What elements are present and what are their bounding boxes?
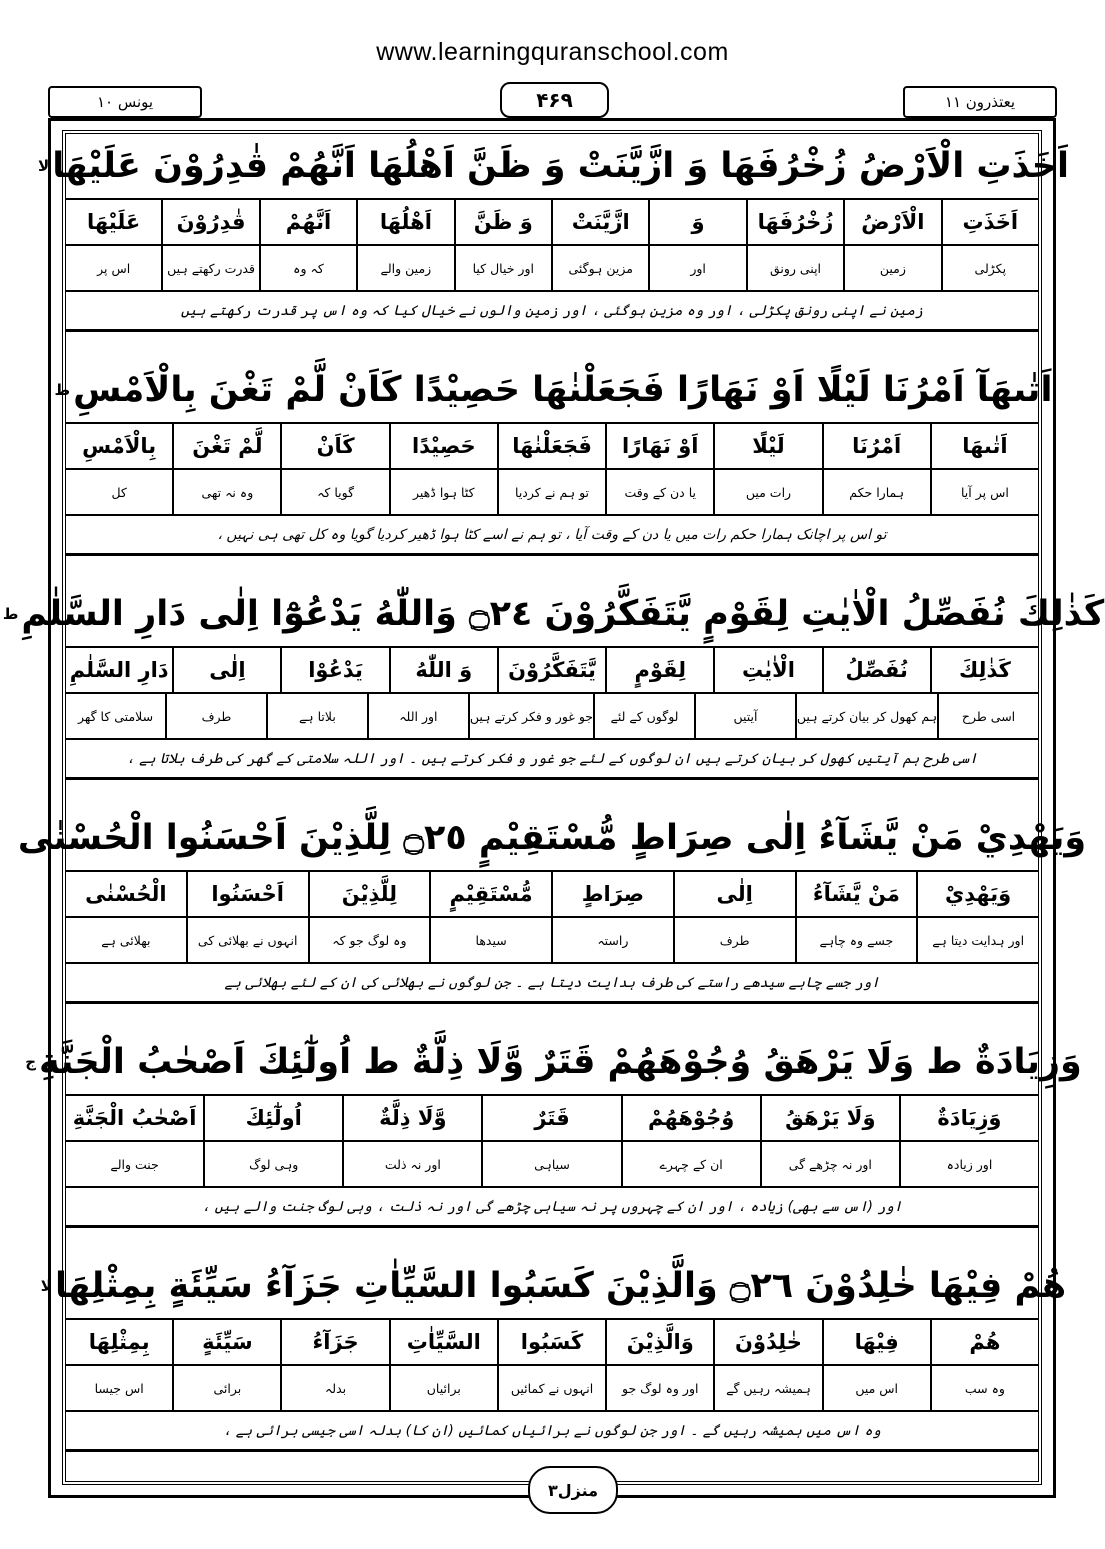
full-translation-line: اور جسے چاہے سیدھے راستے کی طرف ہدایت دیتا ہے ۔ جن لوگوں نے بھلائی کی ان کے لئے بھلائی ہے: [66, 964, 1038, 1004]
translation-cell: وہی لوگ: [203, 1142, 342, 1186]
full-translation-line: اور (اس سے بھی) زیادہ ، اور ان کے چہروں پر نہ سیاہی چڑھے گی اور نہ ذلت ، وہی لوگ جنت والے ہیں ،: [66, 1188, 1038, 1228]
arabic-verse-text: هُمْ فِيْهَا خٰلِدُوْنَ ۝٢٦ وَالَّذِيْنَ كَسَبُوا السَّيِّاٰتِ جَزَآءُ سَيِّئَةٍ بِمِثْلِهَا: [54, 1266, 1067, 1306]
word-cell: لَّمْ تَغْنَ: [172, 424, 280, 468]
translation-cell: کٹا ہوا ڈھیر: [389, 470, 497, 514]
page-content: [2, 134, 1105, 1481]
translation-cell: اس پر: [97, 260, 131, 276]
full-translation-line: اسی طرح ہم آیتیں کھول کر بیان کرتے ہیں ان لوگوں کے لئے جو غور و فکر کرتے ہیں ۔ اور اللہ سلامتی کے گھر کی طرف بلاتا ہے ،: [66, 740, 1038, 780]
translation-cell: جو غور و فکر کرتے ہیں: [468, 694, 593, 738]
word-cell: كَاَنْ: [280, 424, 388, 468]
arabic-verse-text: وَيَهْدِيْ مَنْ يَّشَآءُ اِلٰى صِرَاطٍ مُّسْتَقِيْمٍ ۝٢٥ لِلَّذِيْنَ اَحْسَنُوا الْحُسْنٰى: [17, 818, 1087, 858]
word-cell: يَدْعُوْا: [280, 648, 388, 692]
word-cell: زُخْرُفَهَا: [746, 200, 843, 244]
word-cell: ازَّيَّنَتْ: [551, 200, 648, 244]
full-translation-line: تو اس پر اچانک ہمارا حکم رات میں یا دن کے وقت آیا ، تو ہم نے اسے کٹا ہوا ڈھیر کردیا گویا وہ کل تھی ہی نہیں ،: [66, 516, 1038, 556]
word-cell: الْاٰيٰتِ: [713, 648, 821, 692]
arabic-verse-line: [54, 358, 1053, 424]
word-cell: وُجُوْهَهُمْ: [621, 1096, 760, 1140]
word-cell: صِرَاطٍ: [551, 872, 673, 916]
translation-cell: زمین: [843, 246, 940, 290]
translation-cell: ہمارا حکم: [822, 470, 930, 514]
translation-cell: وہ نہ تھی: [172, 470, 280, 514]
translation-cell: طرف: [673, 918, 795, 962]
full-translation-line: زمین نے اپنی رونق پکڑلی ، اور وہ مزین ہوگئی ، اور زمین والوں نے خیال کیا کہ وہ اس پر قدرت رکھتے ہیں: [66, 292, 1038, 332]
translation-cell: اس میں: [822, 1366, 930, 1410]
translation-cell: بدلہ: [280, 1366, 388, 1410]
word-cell: هُمْ: [930, 1320, 1038, 1364]
word-row: [66, 1320, 1038, 1366]
arabic-verse-text: وَزِيَادَةٌ ط وَلَا يَرْهَقُ وُجُوْهَهُمْ قَتَرٌ وَّلَا ذِلَّةٌ ط اُولٰٓئِكَ اَصْحٰبُ الْجَنَّةِ: [39, 1042, 1082, 1082]
arabic-verse-line: [40, 1254, 1067, 1320]
word-cell: بِالْاَمْسِ: [82, 434, 157, 458]
word-cell: جَزَآءُ: [280, 1320, 388, 1364]
word-translation-row: [66, 246, 1038, 292]
verse-section: [40, 1254, 1067, 1452]
translation-cell: سیدھا: [429, 918, 551, 962]
translation-cell: راستہ: [551, 918, 673, 962]
arabic-verse-line: [38, 134, 1069, 200]
translation-cell: اور خیال کیا: [454, 246, 551, 290]
translation-cell: آیتیں: [694, 694, 795, 738]
word-row: [66, 872, 1038, 918]
word-row: [66, 648, 1038, 694]
translation-cell: سلامتی کا گھر: [77, 708, 154, 724]
translation-cell: جسے وہ چاہے: [795, 918, 917, 962]
word-cell: اَمْرُنَا: [822, 424, 930, 468]
word-cell: لِلَّذِيْنَ: [308, 872, 430, 916]
site-url: www.learningquranschool.com: [376, 38, 729, 66]
verse-section: [38, 134, 1069, 332]
arabic-verse-text: كَذٰلِكَ نُفَصِّلُ الْاٰيٰتِ لِقَوْمٍ يَّتَفَكَّرُوْنَ ۝٢٤ وَاللّٰهُ يَدْعُوْٓا اِلٰى دَارِ السَّلٰمِ: [21, 594, 1105, 634]
word-row: [66, 1096, 1038, 1142]
surah-name-box: یونس ۱۰: [48, 86, 202, 118]
word-cell: وَزِيَادَةٌ: [899, 1096, 1038, 1140]
verse-section: [2, 582, 1105, 780]
word-cell: اَهْلُهَا: [356, 200, 453, 244]
juz-name-box: یعتذرون ۱۱: [903, 86, 1057, 118]
waqf-mark: ج: [25, 1053, 37, 1071]
translation-cell: ان کے چہرے: [621, 1142, 760, 1186]
word-cell: بِمِثْلِهَا: [88, 1330, 150, 1354]
translation-cell: جنت والے: [110, 1156, 159, 1172]
translation-cell: گویا کہ: [280, 470, 388, 514]
translation-cell: بلاتا ہے: [266, 694, 367, 738]
full-translation-line: وہ اس میں ہمیشہ رہیں گے ۔ اور جن لوگوں نے برائیاں کمائیں (ان کا) بدلہ اسی جیسی برائی ہے ،: [66, 1412, 1038, 1452]
translation-cell: لوگوں کے لئے: [593, 694, 694, 738]
word-cell: الْحُسْنٰى: [85, 882, 167, 906]
translation-cell: ہم کھول کر بیان کرتے ہیں: [795, 694, 937, 738]
word-cell: مُّسْتَقِيْمٍ: [429, 872, 551, 916]
word-cell: اَتٰىهَا: [930, 424, 1038, 468]
translation-cell: وہ سب: [930, 1366, 1038, 1410]
word-cell: اَنَّهُمْ: [259, 200, 356, 244]
translation-cell: انہوں نے بھلائی کی: [186, 918, 308, 962]
word-cell: اِلٰى: [673, 872, 795, 916]
word-cell: قٰدِرُوْنَ: [161, 200, 258, 244]
translation-cell: اس پر آیا: [930, 470, 1038, 514]
word-translation-row: [66, 694, 1038, 740]
translation-cell: اور وہ لوگ جو: [605, 1366, 713, 1410]
translation-cell: پکڑلی: [941, 246, 1038, 290]
waqf-mark: لا: [38, 157, 50, 175]
word-cell: مَنْ يَّشَآءُ: [795, 872, 917, 916]
word-cell: عَلَيْهَا: [87, 210, 141, 234]
word-cell: الْاَرْضُ: [843, 200, 940, 244]
translation-cell: کہ وہ: [259, 246, 356, 290]
word-translation-row: [66, 470, 1038, 516]
translation-cell: اس جیسا: [94, 1380, 144, 1396]
word-cell: وَيَهْدِيْ: [916, 872, 1038, 916]
word-translation-row: [66, 1366, 1038, 1412]
translation-cell: اور ہدایت دیتا ہے: [916, 918, 1038, 962]
word-cell: لَيْلًا: [713, 424, 821, 468]
translation-cell: کل: [111, 484, 127, 500]
translation-cell: تو ہم نے کردیا: [497, 470, 605, 514]
translation-cell: قدرت رکھتے ہیں: [161, 246, 258, 290]
word-cell: وَ: [648, 200, 745, 244]
waqf-mark: ط: [2, 605, 19, 623]
verse-section: [54, 358, 1053, 556]
word-cell: وَلَا يَرْهَقُ: [760, 1096, 899, 1140]
arabic-verse-line: [25, 1030, 1082, 1096]
word-cell: وَ ظَنَّ: [454, 200, 551, 244]
translation-cell: اور نہ چڑھے گی: [760, 1142, 899, 1186]
translation-cell: اور نہ ذلت: [342, 1142, 481, 1186]
page-number: ۴۶۹: [500, 82, 609, 118]
word-translation-row: [66, 918, 1038, 964]
word-cell: وَ اللّٰهُ: [389, 648, 497, 692]
translation-cell: اسی طرح: [937, 694, 1038, 738]
word-cell: اُولٰٓئِكَ: [203, 1096, 342, 1140]
translation-cell: اور اللہ: [367, 694, 468, 738]
word-translation-row: [66, 1142, 1038, 1188]
translation-cell: ہمیشہ رہیں گے: [713, 1366, 821, 1410]
word-cell: كَسَبُوا: [497, 1320, 605, 1364]
arabic-verse-line: [2, 582, 1105, 648]
arabic-verse-text: اَخَذَتِ الْاَرْضُ زُخْرُفَهَا وَ ازَّيَّنَتْ وَ ظَنَّ اَهْلُهَا اَنَّهُمْ قٰدِرُوْنَ عَلَيْهَا: [52, 146, 1069, 186]
word-cell: لِقَوْمٍ: [605, 648, 713, 692]
word-cell: خٰلِدُوْنَ: [713, 1320, 821, 1364]
word-cell: سَيِّئَةٍ: [172, 1320, 280, 1364]
word-cell: اَوْ نَهَارًا: [605, 424, 713, 468]
word-cell: السَّيِّاٰتِ: [389, 1320, 497, 1364]
word-cell: فَجَعَلْنٰهَا: [497, 424, 605, 468]
word-cell: قَتَرٌ: [481, 1096, 620, 1140]
translation-cell: بھلائی ہے: [101, 932, 151, 948]
translation-cell: زمین والے: [356, 246, 453, 290]
waqf-mark: لا: [40, 1277, 52, 1295]
word-cell: اَحْسَنُوا: [186, 872, 308, 916]
word-cell: دَارِ السَّلٰمِ: [69, 658, 169, 682]
word-cell: فِيْهَا: [822, 1320, 930, 1364]
translation-cell: سیاہی: [481, 1142, 620, 1186]
verse-section: [25, 1030, 1082, 1228]
translation-cell: انہوں نے کمائیں: [497, 1366, 605, 1410]
translation-cell: اپنی رونق: [746, 246, 843, 290]
arabic-verse-line: [17, 806, 1087, 872]
translation-cell: مزین ہوگئی: [551, 246, 648, 290]
word-cell: اَخَذَتِ: [941, 200, 1038, 244]
translation-cell: وہ لوگ جو کہ: [308, 918, 430, 962]
manzil-marker: منزل۳: [528, 1466, 618, 1514]
word-cell: يَّتَفَكَّرُوْنَ: [497, 648, 605, 692]
translation-cell: اور: [648, 246, 745, 290]
translation-cell: برائیاں: [389, 1366, 497, 1410]
translation-cell: اور زیادہ: [899, 1142, 1038, 1186]
word-cell: كَذٰلِكَ: [930, 648, 1038, 692]
waqf-mark: ط: [54, 381, 71, 399]
translation-cell: طرف: [165, 694, 266, 738]
arabic-verse-text: اَتٰىهَآ اَمْرُنَا لَيْلًا اَوْ نَهَارًا فَجَعَلْنٰهَا حَصِيْدًا كَاَنْ لَّمْ تَغْنَ بِالْاَمْسِ: [73, 370, 1053, 410]
translation-cell: رات میں: [713, 470, 821, 514]
word-cell: وَالَّذِيْنَ: [605, 1320, 713, 1364]
translation-cell: یا دن کے وقت: [605, 470, 713, 514]
translation-cell: برائی: [172, 1366, 280, 1410]
word-cell: اَصْحٰبُ الْجَنَّةِ: [72, 1106, 197, 1130]
word-cell: نُفَصِّلُ: [822, 648, 930, 692]
word-cell: وَّلَا ذِلَّةٌ: [342, 1096, 481, 1140]
word-cell: اِلٰى: [172, 648, 280, 692]
verse-section: [17, 806, 1087, 1004]
word-row: [66, 424, 1038, 470]
word-row: [66, 200, 1038, 246]
word-cell: حَصِيْدًا: [389, 424, 497, 468]
